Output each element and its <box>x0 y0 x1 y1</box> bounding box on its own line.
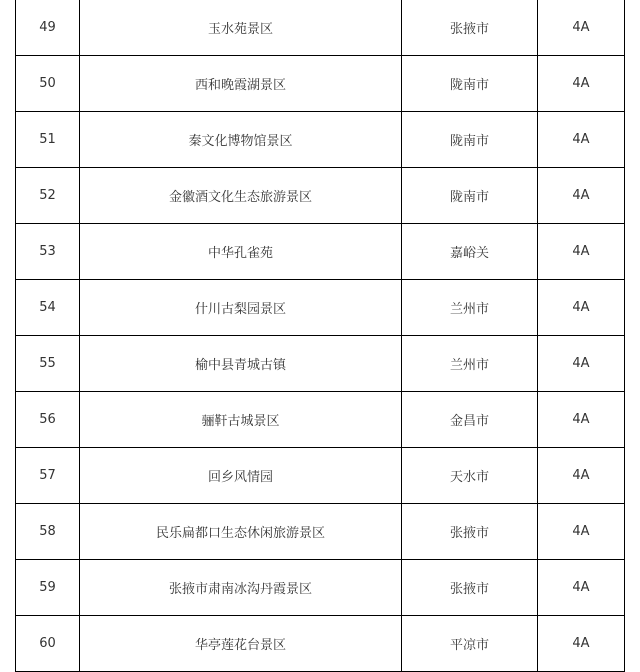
city-cell: 兰州市 <box>402 336 538 392</box>
row-number-cell: 56 <box>16 392 80 448</box>
row-number-cell: 52 <box>16 168 80 224</box>
table-row <box>16 504 625 560</box>
table-row <box>16 224 625 280</box>
table-row <box>16 168 625 224</box>
row-number-cell: 57 <box>16 448 80 504</box>
city-cell: 平凉市 <box>402 616 538 672</box>
table-row <box>16 112 625 168</box>
level-cell: 4A <box>538 224 625 280</box>
level-cell: 4A <box>538 616 625 672</box>
table-row <box>16 0 625 56</box>
level-cell: 4A <box>538 560 625 616</box>
level-cell: 4A <box>538 0 625 56</box>
table-row <box>16 56 625 112</box>
level-cell: 4A <box>538 392 625 448</box>
scenic-name-cell: 什川古梨园景区 <box>80 280 402 336</box>
row-number-cell: 54 <box>16 280 80 336</box>
scenic-name-cell: 回乡风情园 <box>80 448 402 504</box>
row-number-cell: 55 <box>16 336 80 392</box>
scenic-name-cell: 榆中县青城古镇 <box>80 336 402 392</box>
scenic-name-cell: 中华孔雀苑 <box>80 224 402 280</box>
row-number-cell: 49 <box>16 0 80 56</box>
row-number-cell: 59 <box>16 560 80 616</box>
city-cell: 陇南市 <box>402 56 538 112</box>
scenic-name-cell: 西和晚霞湖景区 <box>80 56 402 112</box>
table-row <box>16 336 625 392</box>
scenic-name-cell: 张掖市肃南冰沟丹霞景区 <box>80 560 402 616</box>
city-cell: 嘉峪关 <box>402 224 538 280</box>
table-row <box>16 280 625 336</box>
city-cell: 金昌市 <box>402 392 538 448</box>
level-cell: 4A <box>538 448 625 504</box>
row-number-cell: 60 <box>16 616 80 672</box>
scenic-name-cell: 骊靬古城景区 <box>80 392 402 448</box>
scenic-name-cell: 民乐扁都口生态休闲旅游景区 <box>80 504 402 560</box>
scenic-name-cell: 玉水苑景区 <box>80 0 402 56</box>
city-cell: 张掖市 <box>402 0 538 56</box>
scenic-area-table-container <box>15 0 624 672</box>
city-cell: 天水市 <box>402 448 538 504</box>
scenic-name-cell: 金徽酒文化生态旅游景区 <box>80 168 402 224</box>
scenic-name-cell: 秦文化博物馆景区 <box>80 112 402 168</box>
table-row <box>16 616 625 672</box>
level-cell: 4A <box>538 112 625 168</box>
table-row <box>16 448 625 504</box>
city-cell: 张掖市 <box>402 504 538 560</box>
level-cell: 4A <box>538 280 625 336</box>
row-number-cell: 51 <box>16 112 80 168</box>
row-number-cell: 53 <box>16 224 80 280</box>
level-cell: 4A <box>538 336 625 392</box>
city-cell: 陇南市 <box>402 112 538 168</box>
scenic-name-cell: 华亭莲花台景区 <box>80 616 402 672</box>
level-cell: 4A <box>538 56 625 112</box>
level-cell: 4A <box>538 168 625 224</box>
city-cell: 兰州市 <box>402 280 538 336</box>
row-number-cell: 50 <box>16 56 80 112</box>
city-cell: 张掖市 <box>402 560 538 616</box>
row-number-cell: 58 <box>16 504 80 560</box>
level-cell: 4A <box>538 504 625 560</box>
table-row <box>16 392 625 448</box>
city-cell: 陇南市 <box>402 168 538 224</box>
scenic-area-table <box>15 0 625 672</box>
table-row <box>16 560 625 616</box>
